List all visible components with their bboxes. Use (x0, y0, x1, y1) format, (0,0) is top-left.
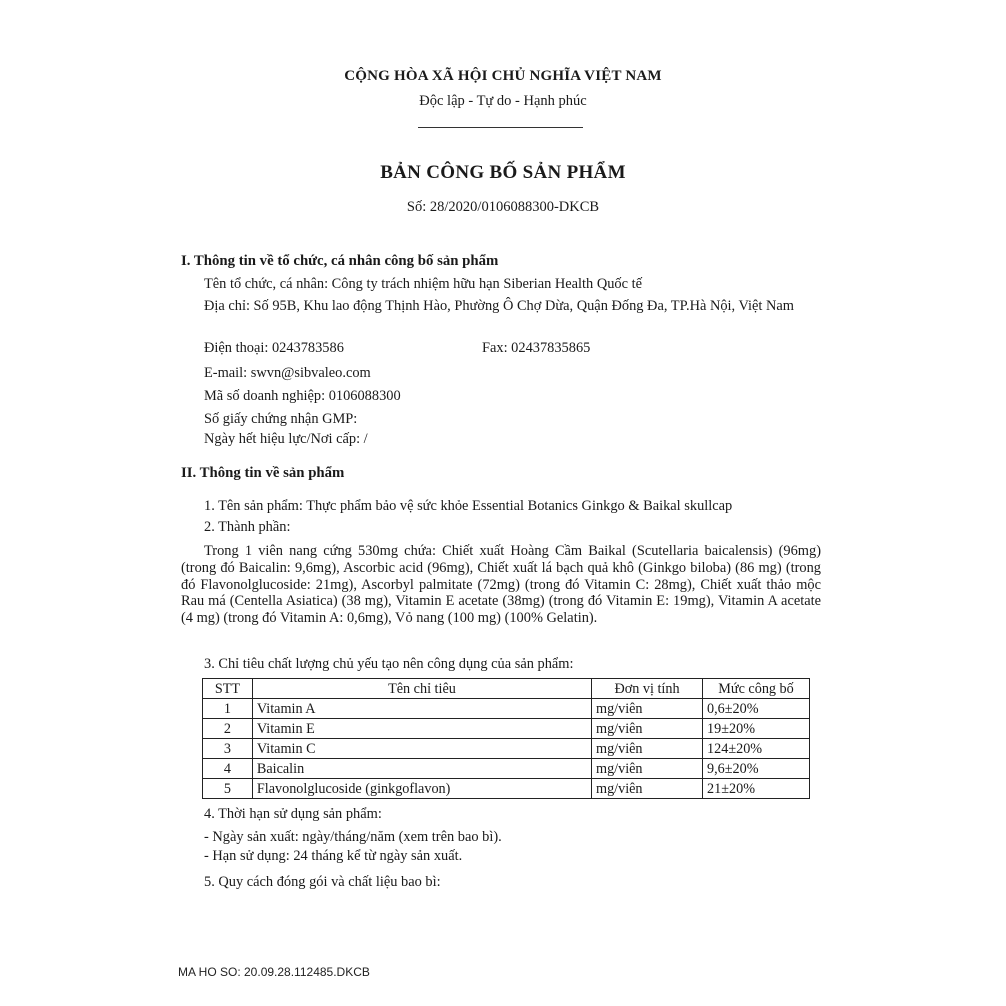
table-row (203, 699, 810, 719)
document-number: Số: 28/2020/0106088300-DKCB (406, 199, 600, 215)
table-cell-name: Vitamin E (252, 719, 591, 739)
table-cell-name: Baicalin (252, 759, 591, 779)
section2-heading: II. Thông tin về sản phẩm (181, 465, 345, 481)
table-header-stt: STT (203, 679, 253, 699)
manufacture-date: - Ngày sản xuất: ngày/tháng/năm (xem trên bao bì). (204, 829, 502, 845)
table-cell-level: 19±20% (703, 719, 810, 739)
national-motto: Độc lập - Tự do - Hạnh phúc (419, 93, 587, 109)
product-name: 1. Tên sản phẩm: Thực phẩm bảo vệ sức khỏe Essential Botanics Ginkgo & Baikal skullcap (204, 498, 733, 514)
table-cell-unit: mg/viên (592, 699, 703, 719)
table-cell-unit: mg/viên (592, 779, 703, 799)
fax-number: Fax: 02437835865 (482, 340, 591, 356)
table-header-level: Mức công bố (703, 679, 810, 699)
table-cell-unit: mg/viên (592, 739, 703, 759)
table-cell-stt: 2 (203, 719, 253, 739)
table-cell-name: Vitamin A (252, 699, 591, 719)
table-cell-name: Flavonolglucoside (ginkgoflavon) (252, 779, 591, 799)
table-cell-level: 21±20% (703, 779, 810, 799)
business-code: Mã số doanh nghiệp: 0106088300 (204, 388, 401, 404)
section1-heading: I. Thông tin về tổ chức, cá nhân công bố sản phẩm (181, 253, 499, 269)
table-cell-unit: mg/viên (592, 759, 703, 779)
shelf-life-label: 4. Thời hạn sử dụng sản phẩm: (204, 806, 382, 822)
composition-label: 2. Thành phần: (204, 519, 291, 535)
composition-text: Trong 1 viên nang cứng 530mg chứa: Chiết xuất Hoàng Cầm Baikal (Scutellaria baicalensis) (96mg) (trong đó Baicalin: 9,6mg), Ascorbic acid (96mg), Chiết xuất lá bạch quả khô (Ginkgo biloba) (86 mg) (trong đó Flavonolglucoside: 21mg), Ascorbyl palmitate (72mg) (trong đó Vitamin C: 28mg), Chiết xuất thảo mộc Rau má (Centella Asiatica) (38 mg), Vitamin E acetate (38mg) (trong đó Vitamin E: 19mg), Vitamin A acetate (4 mg) (trong đó Vitamin A: 0,6mg), Vỏ nang (100 mg) (100% Gelatin). (181, 543, 821, 627)
table-cell-stt: 1 (203, 699, 253, 719)
table-cell-stt: 5 (203, 779, 253, 799)
email-address: E-mail: swvn@sibvaleo.com (204, 365, 371, 381)
table-cell-stt: 3 (203, 739, 253, 759)
table-row (203, 719, 810, 739)
organization-address: Địa chỉ: Số 95B, Khu lao động Thịnh Hào, Phường Ô Chợ Dừa, Quận Đống Đa, TP.Hà Nội, Việt Nam (204, 298, 794, 314)
phone-number: Điện thoại: 0243783586 (204, 340, 344, 356)
table-cell-level: 9,6±20% (703, 759, 810, 779)
quality-label: 3. Chỉ tiêu chất lượng chủ yếu tạo nên công dụng của sản phẩm: (204, 656, 574, 672)
table-cell-name: Vitamin C (252, 739, 591, 759)
table-header-unit: Đơn vị tính (592, 679, 703, 699)
quality-table (202, 678, 810, 799)
document-title: BẢN CÔNG BỐ SẢN PHẨM (380, 162, 626, 183)
table-row (203, 739, 810, 759)
packaging-label: 5. Quy cách đóng gói và chất liệu bao bì: (204, 874, 441, 890)
expiry-period: - Hạn sử dụng: 24 tháng kể từ ngày sản xuất. (204, 848, 463, 864)
table-cell-unit: mg/viên (592, 719, 703, 739)
republic-heading: CỘNG HÒA XÃ HỘI CHỦ NGHĨA VIỆT NAM (344, 68, 662, 84)
table-cell-level: 124±20% (703, 739, 810, 759)
organization-name: Tên tổ chức, cá nhân: Công ty trách nhiệm hữu hạn Siberian Health Quốc tế (204, 276, 642, 292)
gmp-certificate: Số giấy chứng nhận GMP: (204, 411, 358, 427)
table-header-row (203, 679, 810, 699)
table-row (203, 779, 810, 799)
table-cell-stt: 4 (203, 759, 253, 779)
table-header-name: Tên chỉ tiêu (252, 679, 591, 699)
record-code: MA HO SO: 20.09.28.112485.DKCB (178, 965, 370, 979)
table-cell-level: 0,6±20% (703, 699, 810, 719)
validity-issuer: Ngày hết hiệu lực/Nơi cấp: / (204, 431, 368, 447)
header-divider (418, 127, 583, 128)
table-row (203, 759, 810, 779)
